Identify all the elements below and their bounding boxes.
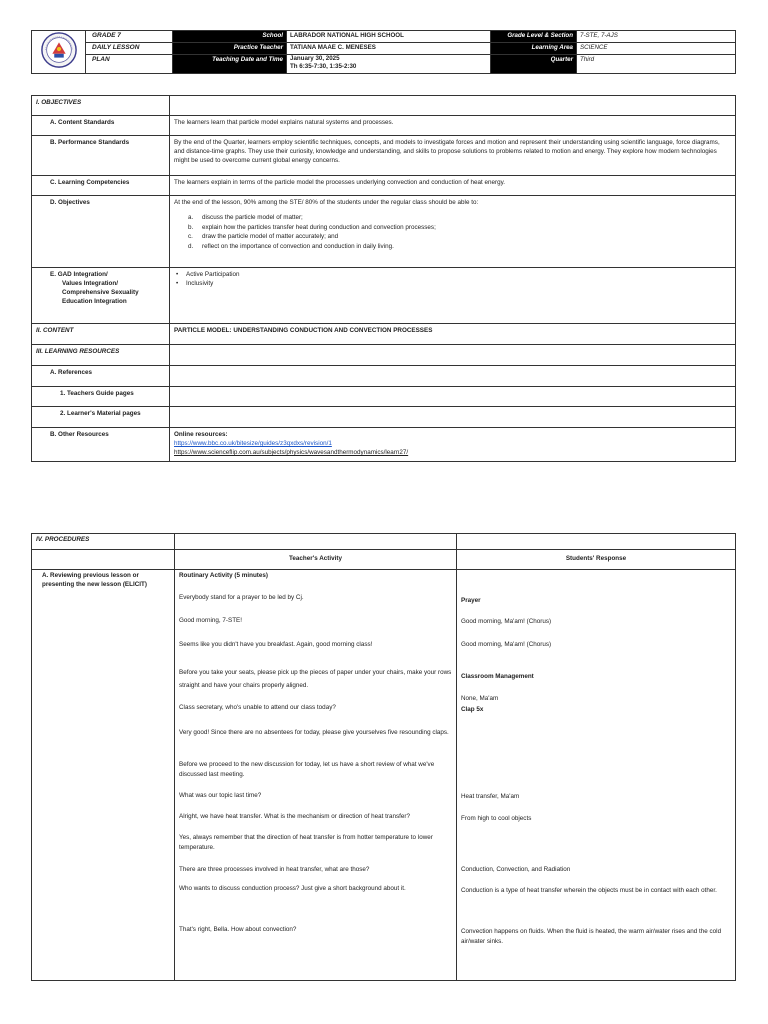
teacher-line: Alright, we have heat transfer. What is the mechanism or direction of heat transfer? [179, 813, 410, 820]
performance-standards-label: B. Performance Standards [32, 136, 170, 176]
student-line: Good morning, Ma'am! (Chorus) [461, 618, 552, 625]
teacher-line: Class secretary, who's unable to attend our class today? [179, 704, 336, 711]
teacher-line: Routinary Activity (5 minutes) [179, 572, 268, 579]
teacher-line: Good morning, 7-STE! [179, 617, 242, 624]
teacher-value: TATIANA MAAE C. MENESES [287, 43, 491, 55]
procedures-table [31, 533, 736, 981]
dlp-label-2: PLAN [86, 55, 173, 74]
teacher-line: Seems like you didn't have you breakfast. Again, good morning class! [179, 641, 373, 648]
teacher-line: What was our topic last time? [179, 792, 262, 799]
learning-area-value: SCIENCE [577, 43, 736, 55]
deped-seal [32, 31, 86, 74]
student-line: None, Ma'am [461, 695, 499, 702]
content-value: PARTICLE MODEL: UNDERSTANDING CONDUCTION AND CONVECTION PROCESSES [170, 324, 736, 345]
step-a-label: A. Reviewing previous lesson or presenting the new lesson (ELICIT) [32, 570, 175, 981]
datetime-label: Teaching Date and Time [173, 55, 287, 74]
objectives-list [188, 213, 731, 251]
objectives-value [170, 196, 736, 268]
resources-title: III. LEARNING RESOURCES [32, 345, 170, 366]
objective-item: a. discuss the particle model of matter; [188, 214, 303, 221]
student-line: From high to cool objects [461, 815, 532, 822]
student-line: Conduction is a type of heat transfer wherein the objects must be in contact with each other. [461, 887, 717, 894]
teacher-line: Before we proceed to the new discussion for today, let us have a short review of what we've discussed last meeting. [179, 761, 435, 778]
student-line: Good morning, Ma'am! (Chorus) [461, 641, 552, 648]
content-standards-value: The learners learn that particle model explains natural systems and processes. [170, 116, 736, 136]
student-line: Prayer [461, 597, 481, 604]
objectives-title: I. OBJECTIVES [32, 96, 170, 116]
school-value: LABRADOR NATIONAL HIGH SCHOOL [287, 31, 491, 43]
grade-section-value: 7-STE, 7-AJS [577, 31, 736, 43]
objective-item: b. explain how the particles transfer heat during conduction and convection processes; [188, 223, 436, 231]
other-resources-label: B. Other Resources [32, 428, 170, 462]
deped-seal-icon [40, 31, 78, 69]
resource-link-bbc[interactable]: https://www.bbc.co.uk/bitesize/guides/z3qxdxs/revision/1 [174, 440, 332, 447]
teacher-line: That's right, Bella. How about convection? [179, 926, 297, 933]
content-standards-label: A. Content Standards [32, 116, 170, 136]
student-line: Heat transfer, Ma'am [461, 793, 520, 800]
teacher-line: There are three processes involved in heat transfer, what are those? [179, 866, 370, 873]
datetime-value [287, 55, 491, 74]
references-label: A. References [32, 366, 170, 387]
objectives-intro: At the end of the lesson, 90% among the STE/ 80% of the students under the regular class should be able to: [174, 199, 479, 206]
quarter-value: Third [577, 55, 736, 74]
gad-item: • Active Participation [174, 270, 731, 279]
student-line: Classroom Management [461, 673, 534, 680]
competencies-label: C. Learning Competencies [32, 176, 170, 196]
objective-item: d. reflect on the importance of convection and conduction in daily living. [188, 242, 394, 250]
header-table [31, 30, 736, 74]
student-line: Convection happens on fluids. When the fluid is heated, the warm air/water rises and the cold air/water sinks. [461, 928, 722, 945]
teacher-line: Yes, always remember that the direction of heat transfer is from hotter temperature to lower temperature. [179, 834, 433, 851]
student-line: Conduction, Convection, and Radiation [461, 866, 571, 873]
date-value: January 30, 2025 [290, 55, 340, 63]
teacher-line: Before you take your seats, please pick up the pieces of paper under your chairs, make your rows straight and have your chairs properly aligned. [179, 669, 452, 689]
teacher-activity-cell [175, 570, 457, 981]
procedures-title: IV. PROCEDURES [32, 534, 175, 550]
teacher-label: Practice Teacher [173, 43, 287, 55]
objectives-table [31, 95, 736, 462]
time-value: Th 6:35-7:30, 1:35-2:30 [290, 63, 357, 71]
other-resources-value [170, 428, 736, 462]
lm-pages-label: 2. Learner's Material pages [32, 407, 170, 428]
learning-area-label: Learning Area [491, 43, 577, 55]
teacher-line: Everybody stand for a prayer to be led by Cj. [179, 594, 304, 601]
content-title: II. CONTENT [32, 324, 170, 345]
gad-item: • Inclusivity [174, 279, 731, 288]
teacher-activity-header: Teacher's Activity [175, 550, 457, 570]
objective-item: c. draw the particle model of matter accurately; and [188, 233, 339, 240]
competencies-value: The learners explain in terms of the particle model the processes underlying convection and conduction of heat energy. [170, 176, 736, 196]
tg-pages-label: 1. Teachers Guide pages [32, 387, 170, 407]
student-response-cell [457, 570, 736, 981]
grade-label: GRADE 7 [86, 31, 173, 43]
teacher-line: Who wants to discuss conduction process? Just give a short background about it. [179, 885, 406, 892]
school-label: School [173, 31, 287, 43]
teacher-line: Very good! Since there are no absentees for today, please give yourselves five resounding claps. [179, 729, 449, 736]
objectives-label: D. Objectives [32, 196, 170, 268]
dlp-label-1: DAILY LESSON [86, 43, 173, 55]
student-response-header: Students' Response [457, 550, 736, 570]
gad-label: E. GAD Integration/ Values Integration/ Comprehensive Sexuality Education Integration [32, 268, 170, 324]
online-resources-label: Online resources: [174, 431, 228, 438]
quarter-label: Quarter [491, 55, 577, 74]
resource-link-scienceflip[interactable]: https://www.scienceflip.com.au/subjects/physics/wavesandthermodynamics/learn27/ [174, 449, 409, 456]
gad-list [174, 270, 731, 288]
performance-standards-value: By the end of the Quarter, learners employ scientific techniques, concepts, and models to investigate forces and motion and represent their understanding using scientific language, force diagrams, and distance-time graphs. They use their curiosity, knowledge and understanding, and skills to propose solutions to problems related to motion and energy. They explore how modern technologies might be used to overcome current global energy concerns. [170, 136, 736, 176]
student-line: Clap 5x [461, 706, 484, 713]
grade-section-label: Grade Level & Section [491, 31, 577, 43]
gad-value [170, 268, 736, 324]
